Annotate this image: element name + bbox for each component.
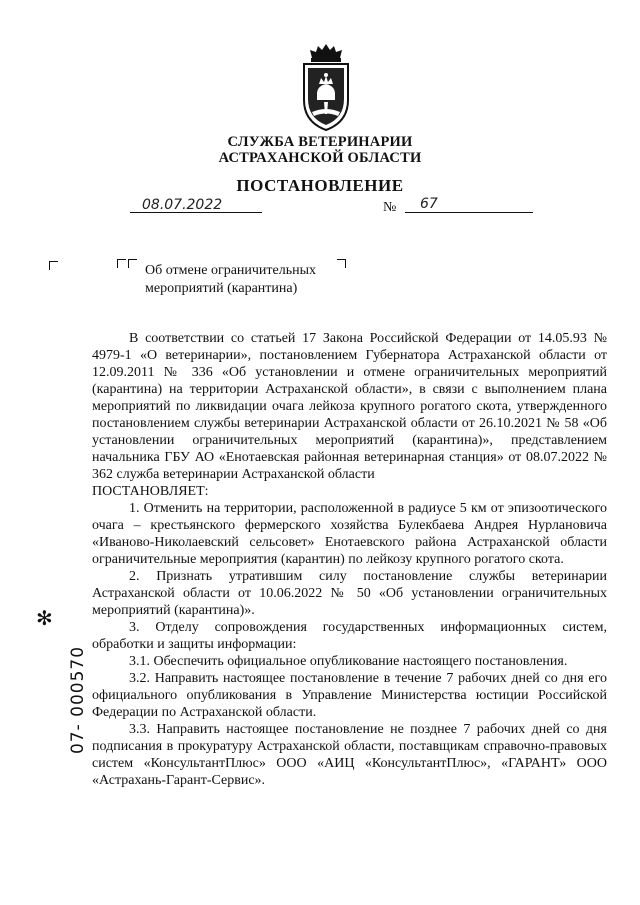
document-date: 08.07.2022	[142, 197, 223, 213]
coat-of-arms-emblem	[300, 42, 352, 132]
clause-2: 2. Признать утратившим силу постановление службы ветеринарии Астраханской области от 10.06.2022 № 50 «Об установлении ограничительных мероприятий (карантина)».	[92, 569, 607, 618]
intro-paragraph: В соответствии со статьей 17 Закона Российской Федерации от 14.05.93 № 4979-1 «О ветеринарии», постановлением Губернатора Астраханской области от 12.09.2011 № 336 «Об установлении и отмене ограничительных мероприятий (карантина) на территории Астраханской области», в связи с выполнением плана мероприятий по ликвидации очага лейкоза крупного рогатого скота, утвержденного постановлением службы ветеринарии Астраханской области от 26.10.2021 № 58 «Об установлении ограничительных мероприятий (карантина)», представлением начальника ГБУ АО «Енотаевская районная ветеринарная станция» от 08.07.2022 № 362 служба ветеринарии Астраханской области	[92, 331, 607, 482]
corner-mark	[117, 259, 126, 268]
clause-3: 3. Отделу сопровождения государственных информационных систем, обработки и защиты информации:	[92, 620, 607, 652]
clause-1: 1. Отменить на территории, расположенной в радиусе 5 км от эпизоотического очага – крестьянского фермерского хозяйства Булекбаева Андрея Нурлановича «Иваново-Николаевский сельсовет» Енотаевского района Астраханской области ограничительные мероприятия (карантин) по лейкозу крупного рогатого скота.	[92, 501, 607, 567]
resolves-heading: ПОСТАНОВЛЯЕТ:	[92, 484, 209, 499]
organization-name-line2: АСТРАХАНСКОЙ ОБЛАСТИ	[218, 150, 422, 166]
document-body	[92, 330, 607, 789]
corner-mark	[128, 259, 137, 268]
document-number: 67	[420, 196, 438, 212]
corner-mark	[49, 261, 58, 270]
document-subject: Об отмене ограничительных мероприятий (карантина)	[145, 263, 317, 296]
number-sign: №	[383, 200, 397, 215]
number-underline	[405, 212, 533, 213]
organization-name-line1: СЛУЖБА ВЕТЕРИНАРИИ	[227, 134, 413, 150]
clause-3-2: 3.2. Направить настоящее постановление в течение 7 рабочих дней со дня его официального опубликования в Управление Министерства юстиции Российской Федерации по Астраханской области.	[92, 671, 607, 720]
clause-3-1: 3.1. Обеспечить официальное опубликование настоящего постановления.	[129, 654, 568, 669]
side-mark-icon: ✻	[36, 608, 53, 630]
registration-stamp: 07- 000570	[68, 645, 88, 755]
clause-3-3: 3.3. Направить настоящее постановление не позднее 7 рабочих дней со дня подписания в прокуратуру Астраханской области, поставщикам справочно-правовых систем «КонсультантПлюс» ООО «АИЦ «КонсультантПлюс», «ГАРАНТ» ООО «Астрахань-Гарант-Сервис».	[92, 722, 607, 788]
document-type-title: ПОСТАНОВЛЕНИЕ	[236, 176, 404, 195]
